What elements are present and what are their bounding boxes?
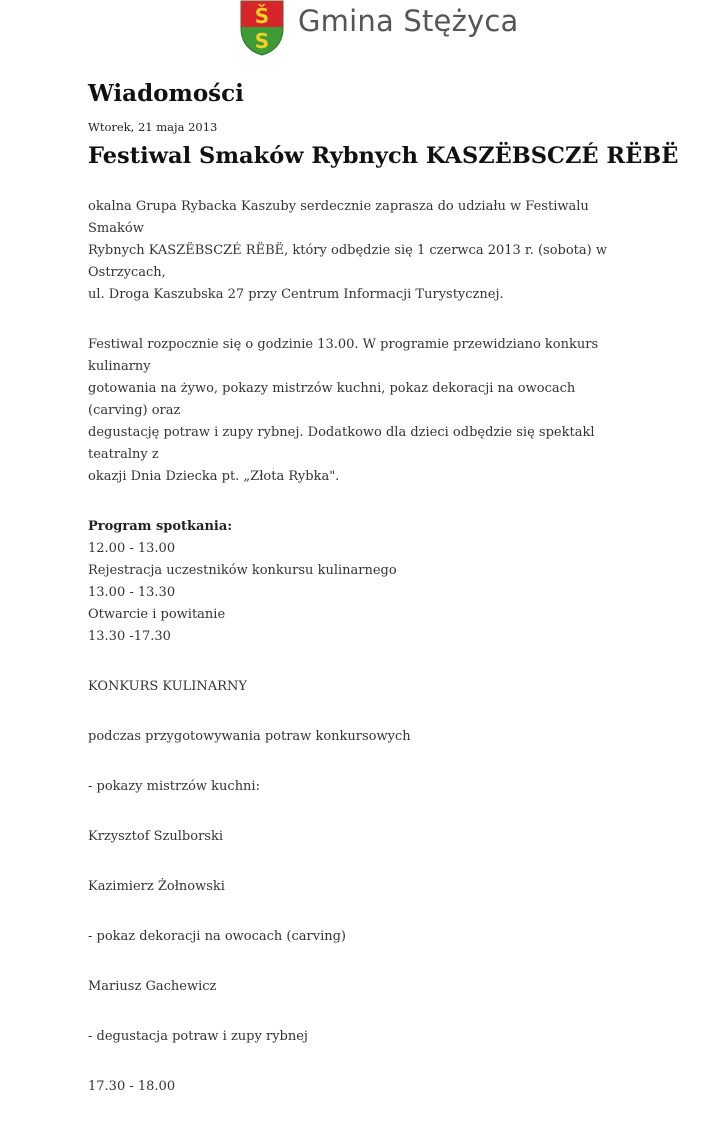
- article-date: Wtorek, 21 maja 2013: [88, 120, 218, 134]
- program-item: Mariusz Gachewicz: [88, 979, 217, 994]
- intro-paragraph: [88, 196, 636, 306]
- text-line: Rybnych KASZËBSCZÉ RËBË, który odbędzie się 1 czerwca 2013 r. (sobota) w Ostrzycach,: [88, 243, 607, 280]
- program-item: podczas przygotowywania potraw konkursowych: [88, 729, 411, 744]
- program-line: 13.30 -17.30: [88, 629, 171, 644]
- text-line: degustację potraw i zupy rybnej. Dodatkowo dla dzieci odbędzie się spektakl teatralny z: [88, 425, 595, 462]
- svg-text:S: S: [254, 29, 270, 53]
- section-title: Wiadomości: [88, 80, 244, 107]
- program-item: - pokazy mistrzów kuchni:: [88, 779, 260, 794]
- program-item: KONKURS KULINARNY: [88, 679, 247, 694]
- program-line: 13.00 - 13.30: [88, 585, 176, 600]
- program-line: Rejestracja uczestników konkursu kulinarnego: [88, 563, 397, 578]
- program-item: - degustacja potraw i zupy rybnej: [88, 1029, 308, 1044]
- program-item: - pokaz dekoracji na owocach (carving): [88, 929, 347, 944]
- text-line: okalna Grupa Rybacka Kaszuby serdecznie zaprasza do udziału w Festiwalu Smaków: [88, 199, 589, 236]
- program-item: Krzysztof Szulborski: [88, 829, 223, 844]
- description-paragraph: [88, 334, 636, 488]
- site-name[interactable]: Gmina Stężyca: [298, 4, 519, 38]
- program-item: Kazimierz Żołnowski: [88, 879, 225, 894]
- text-line: okazji Dnia Dziecka pt. „Złota Rybka".: [88, 469, 340, 484]
- article-title: Festiwal Smaków Rybnych KASZËBSCZÉ RËBË: [88, 143, 679, 169]
- svg-text:Š: Š: [254, 4, 270, 28]
- program-item: 17.30 - 18.00: [88, 1079, 176, 1094]
- text-line: Festiwal rozpocznie się o godzinie 13.00. W programie przewidziano konkurs kulinarny: [88, 337, 599, 374]
- program-line: 12.00 - 13.00: [88, 541, 176, 556]
- program-heading: Program spotkania:: [88, 519, 233, 534]
- page-header: [0, 0, 725, 60]
- coat-of-arms-logo: [240, 0, 284, 56]
- program-paragraph: [88, 516, 636, 648]
- program-line: Otwarcie i powitanie: [88, 607, 226, 622]
- text-line: ul. Droga Kaszubska 27 przy Centrum Informacji Turystycznej.: [88, 287, 504, 302]
- text-line: gotowania na żywo, pokazy mistrzów kuchni, pokaz dekoracji na owocach (carving) oraz: [88, 381, 576, 418]
- article-body: [88, 196, 636, 1126]
